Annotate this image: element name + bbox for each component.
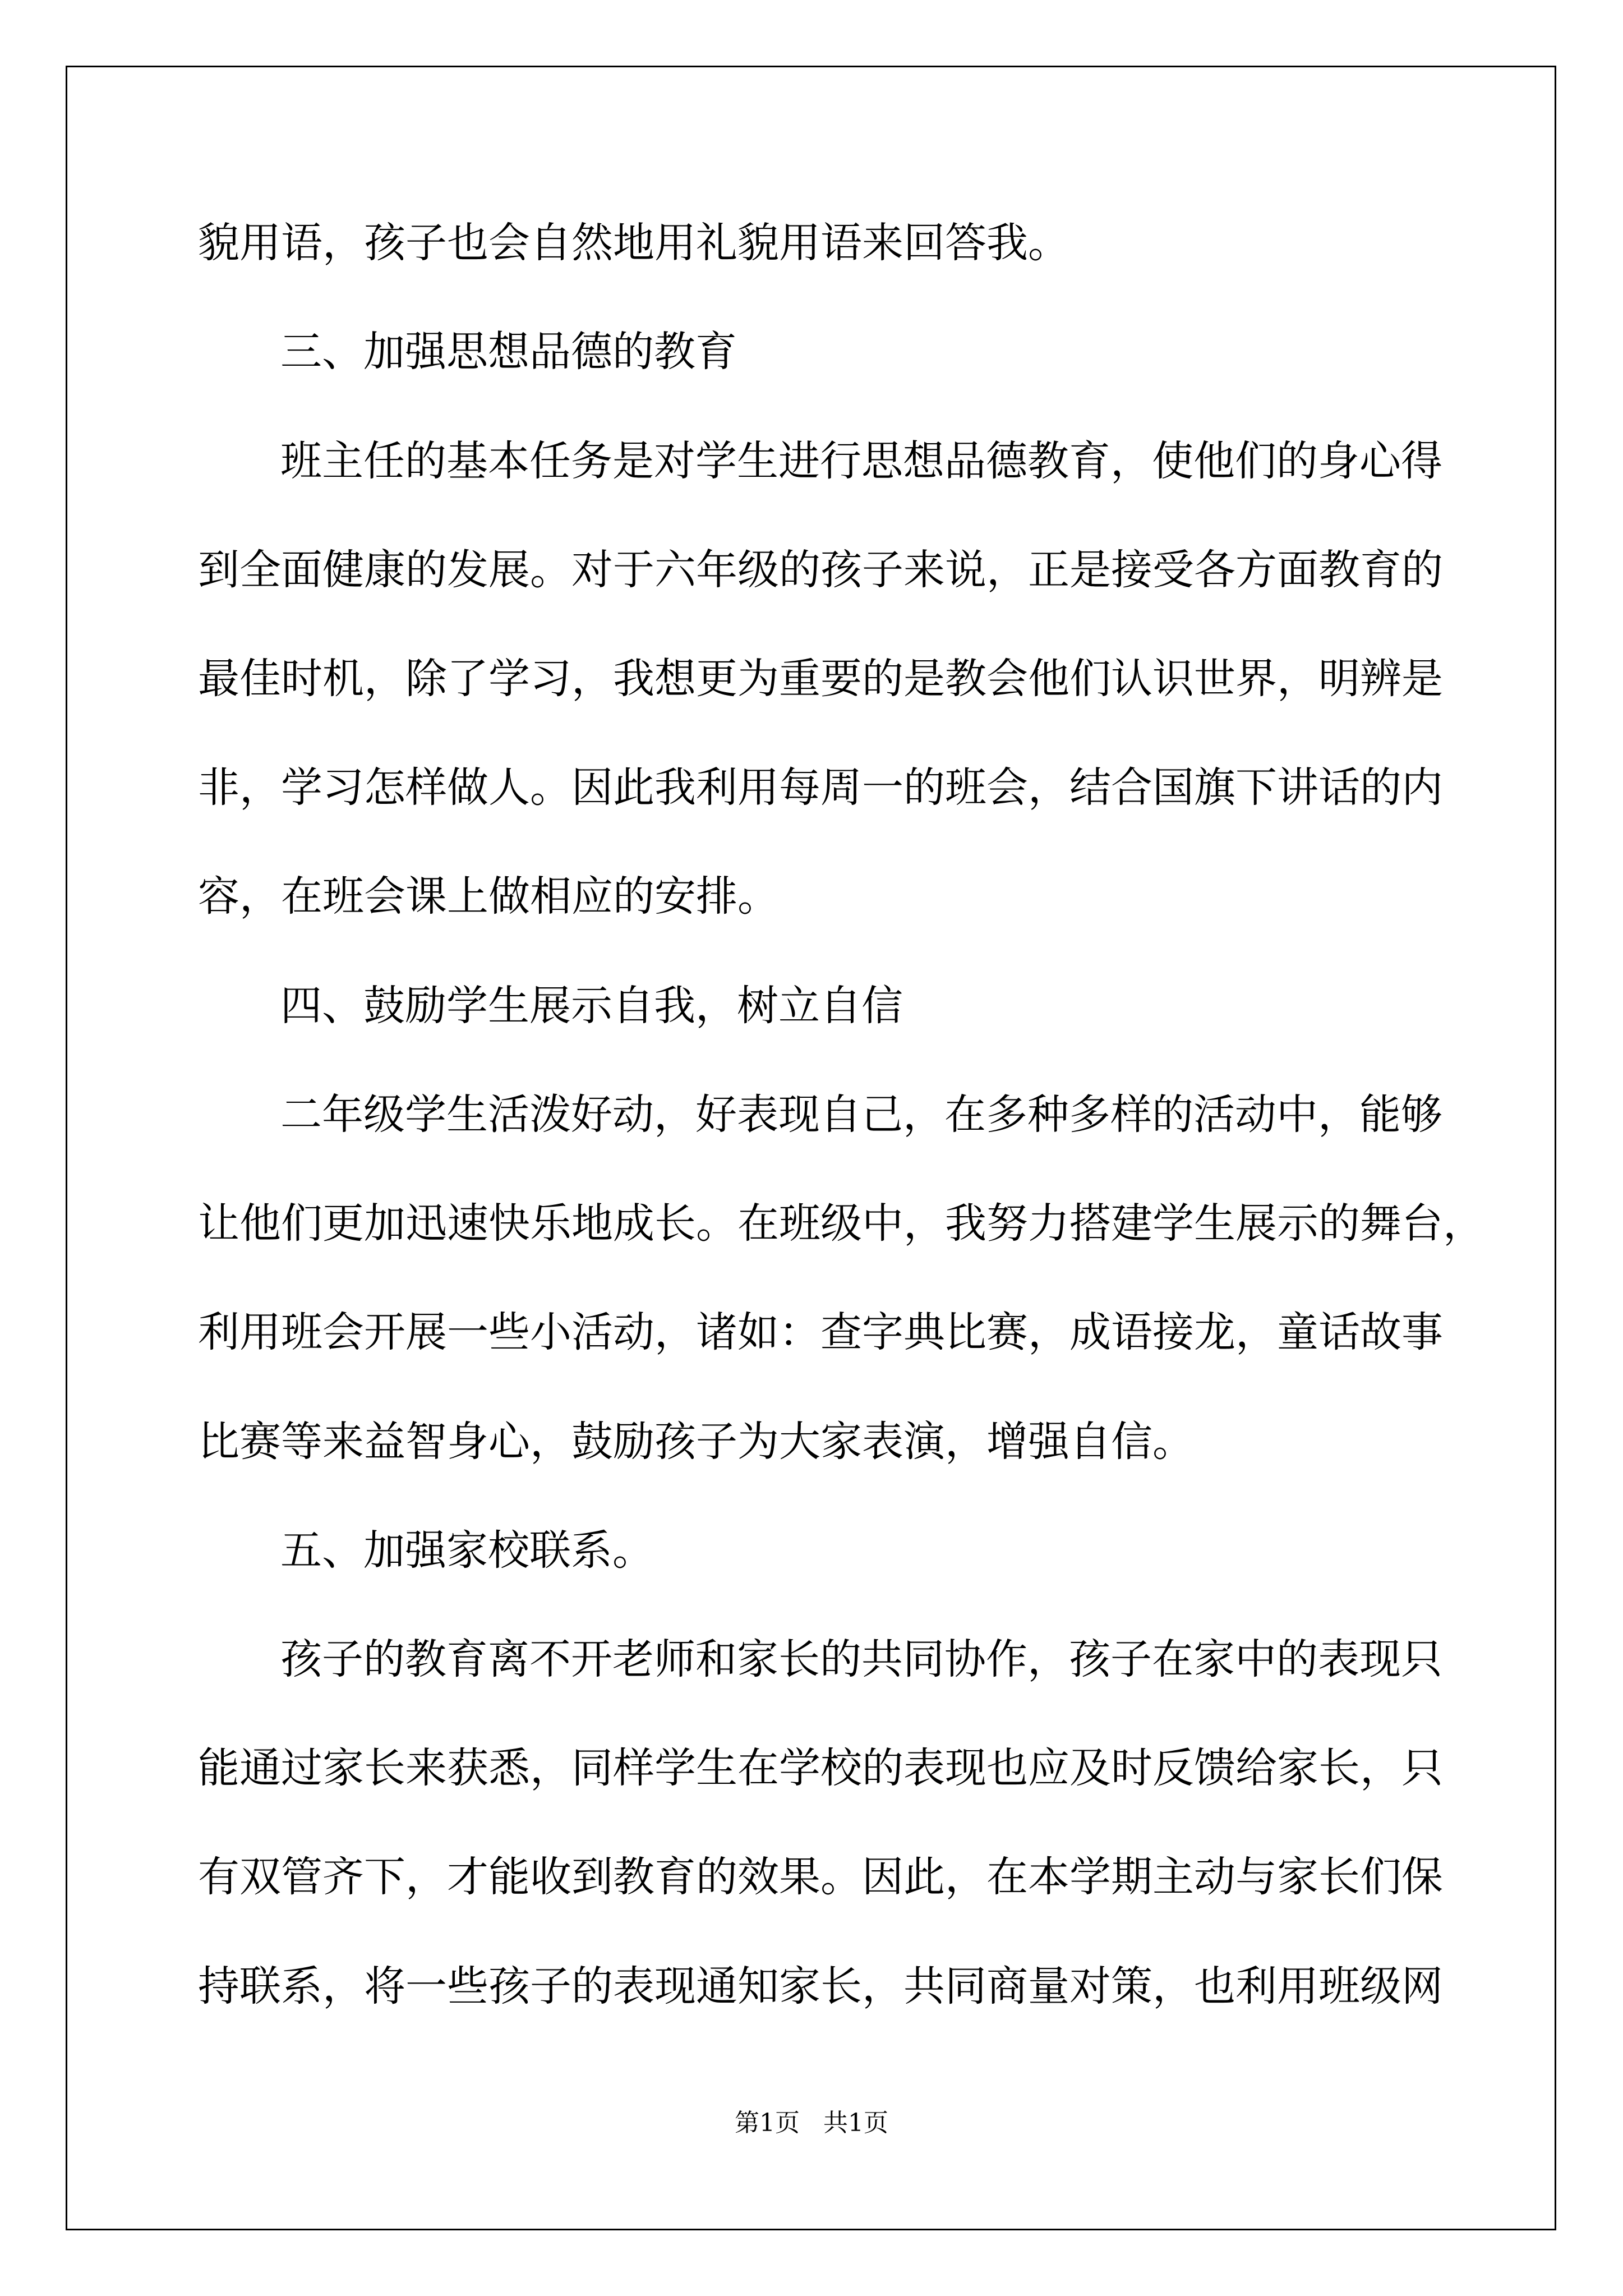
body-text-line: 貌用语，孩子也会自然地用礼貌用语来回答我。	[198, 219, 1069, 267]
body-text-line: 比赛等来益智身心，鼓励孩子为大家表演，增强自信。	[198, 1418, 1194, 1466]
page-number: 第1页 共1页	[735, 2109, 888, 2137]
body-text-line: 能通过家长来获悉，同样学生在学校的表现也应及时反馈给家长，只	[198, 1744, 1443, 1792]
body-text-line: 持联系，将一些孩子的表现通知家长，共同商量对策，也利用班级网	[198, 1962, 1443, 2010]
body-text-line: 有双管齐下，才能收到教育的效果。因此，在本学期主动与家长们保	[198, 1853, 1443, 1901]
body-text-line: 利用班会开展一些小活动，诸如：查字典比赛，成语接龙，童话故事	[198, 1308, 1443, 1356]
body-text-line: 到全面健康的发展。对于六年级的孩子来说，正是接受各方面教育的	[198, 546, 1443, 594]
paragraph-first-line: 班主任的基本任务是对学生进行思想品德教育，使他们的身心得	[280, 437, 1442, 485]
body-text-line: 让他们更加迅速快乐地成长。在班级中，我努力搭建学生展示的舞台，	[198, 1199, 1484, 1248]
paragraph-first-line: 二年级学生活泼好动，好表现自己，在多种多样的活动中，能够	[280, 1091, 1442, 1139]
paragraph-first-line: 孩子的教育离不开老师和家长的共同协作，孩子在家中的表现只	[280, 1635, 1442, 1683]
section-heading: 四、鼓励学生展示自我，树立自信	[280, 982, 903, 1030]
section-heading: 五、加强家校联系。	[280, 1526, 654, 1575]
body-text-line: 非，学习怎样做人。因此我利用每周一的班会，结合国旗下讲话的内	[198, 763, 1443, 812]
section-heading: 三、加强思想品德的教育	[280, 328, 737, 376]
body-text-line: 容，在班会课上做相应的安排。	[198, 872, 779, 921]
page-border	[66, 66, 1556, 2230]
body-text-line: 最佳时机，除了学习，我想更为重要的是教会他们认识世界，明辨是	[198, 655, 1443, 703]
